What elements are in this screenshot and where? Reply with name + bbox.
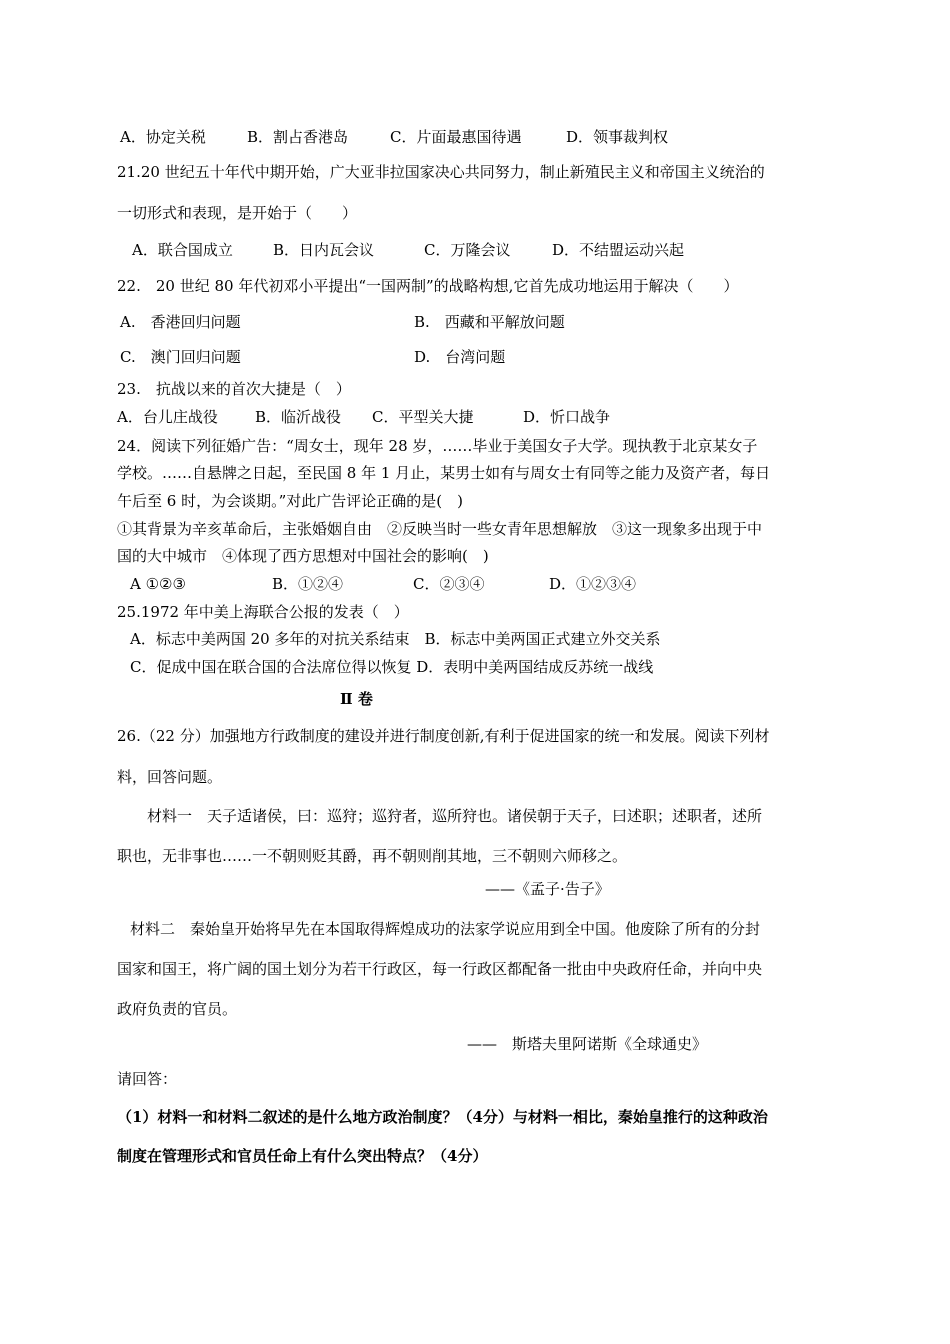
q24-stem-line3: 午后至 6 时，为会谈期。”对此广告评论正确的是( ) [117, 492, 463, 510]
q25-stem: 25.1972 年中美上海联合公报的发表（ ） [117, 603, 409, 621]
q23-option-b: B．临沂战役 [255, 408, 342, 426]
q22-option-a: A. 香港回归问题 [120, 313, 241, 331]
q22-stem: 22. 20 世纪 80 年代初邓小平提出“一国两制”的战略构想,它首先成功地运用于解决（ ） [117, 277, 739, 295]
q24-option-d: D．①②③④ [549, 575, 637, 593]
section-heading: Ⅱ 卷 [340, 690, 373, 708]
material1-line2: 职也，无非事也……一不朝则贬其爵，再不朝则削其地，三不朝则六师移之。 [117, 847, 628, 865]
q21-option-d: D．不结盟运动兴起 [552, 241, 685, 259]
q21-option-a: A．联合国成立 [132, 241, 233, 259]
material2-source: —— 斯塔夫里阿诺斯《全球通史》 [467, 1035, 708, 1053]
q20-option-a: A．协定关税 [120, 128, 206, 146]
q20-option-b: B．割占香港岛 [247, 128, 349, 146]
q24-stem-line1: 24．阅读下列征婚广告：“周女士，现年 28 岁，……毕业于美国女子大学。现执教于北京某女子 [117, 437, 758, 455]
q24-stem-line2: 学校。……自悬牌之日起，至民国 8 年 1 月止，某男士如有与周女士有同等之能力及资产者，每日 [117, 464, 771, 482]
material2-line3: 政府负责的官员。 [117, 1000, 238, 1018]
q22-option-d: D. 台湾问题 [414, 348, 506, 366]
material1-source: ——《孟子·告子》 [485, 880, 610, 898]
material2-line1: 材料二 秦始皇开始将早先在本国取得辉煌成功的法家学说应用到全中国。他废除了所有的分封 [130, 920, 761, 938]
q21-stem-line1: 21.20 世纪五十年代中期开始，广大亚非拉国家决心共同努力，制止新殖民主义和帝国主义统治的 [117, 163, 765, 181]
subquestion-1-line2: 制度在管理形式和官员任命上有什么突出特点？（4分） [117, 1147, 488, 1165]
q26-stem-line1: 26.（22 分）加强地方行政制度的建设并进行制度创新,有利于促进国家的统一和发展。阅读下列材 [117, 727, 770, 745]
q23-option-c: C．平型关大捷 [372, 408, 474, 426]
q22-option-b: B. 西藏和平解放问题 [414, 313, 565, 331]
q25-options-row2: C．促成中国在联合国的合法席位得以恢复 D．表明中美两国结成反苏统一战线 [130, 658, 654, 676]
q24-stem-line5: 国的大中城市 ④体现了西方思想对中国社会的影响( ) [117, 547, 489, 565]
q24-option-c: C．②③④ [413, 575, 485, 593]
q23-stem: 23. 抗战以来的首次大捷是（ ） [117, 380, 351, 398]
q22-option-c: C. 澳门回归问题 [120, 348, 241, 366]
subquestion-1-line1: （1）材料一和材料二叙述的是什么地方政治制度？（4分）与材料一相比，秦始皇推行的这种政治 [117, 1108, 768, 1126]
answer-prompt: 请回答： [117, 1070, 178, 1088]
q21-option-b: B．日内瓦会议 [273, 241, 375, 259]
q24-option-a: A ①②③ [130, 575, 186, 593]
q21-option-c: C．万隆会议 [424, 241, 511, 259]
material1-line1: 材料一 天子适诸侯，曰：巡狩；巡狩者，巡所狩也。诸侯朝于天子，曰述职；述职者，述所 [147, 807, 763, 825]
q23-option-a: A．台儿庄战役 [117, 408, 218, 426]
q23-option-d: D．忻口战争 [523, 408, 611, 426]
q20-option-c: C．片面最惠国待遇 [390, 128, 522, 146]
q25-options-row1: A．标志中美两国 20 多年的对抗关系结束 B．标志中美两国正式建立外交关系 [130, 630, 661, 648]
q21-stem-line2: 一切形式和表现，是开始于（ ） [117, 204, 358, 222]
q24-option-b: B．①②④ [272, 575, 344, 593]
q26-stem-line2: 料，回答问题。 [117, 768, 223, 786]
q24-stem-line4: ①其背景为辛亥革命后，主张婚姻自由 ②反映当时一些女青年思想解放 ③这一现象多出现于中 [117, 520, 763, 538]
material2-line2: 国家和国王，将广阔的国土划分为若干行政区，每一行政区都配备一批由中央政府任命，并向中央 [117, 960, 763, 978]
q20-option-d: D．领事裁判权 [566, 128, 669, 146]
